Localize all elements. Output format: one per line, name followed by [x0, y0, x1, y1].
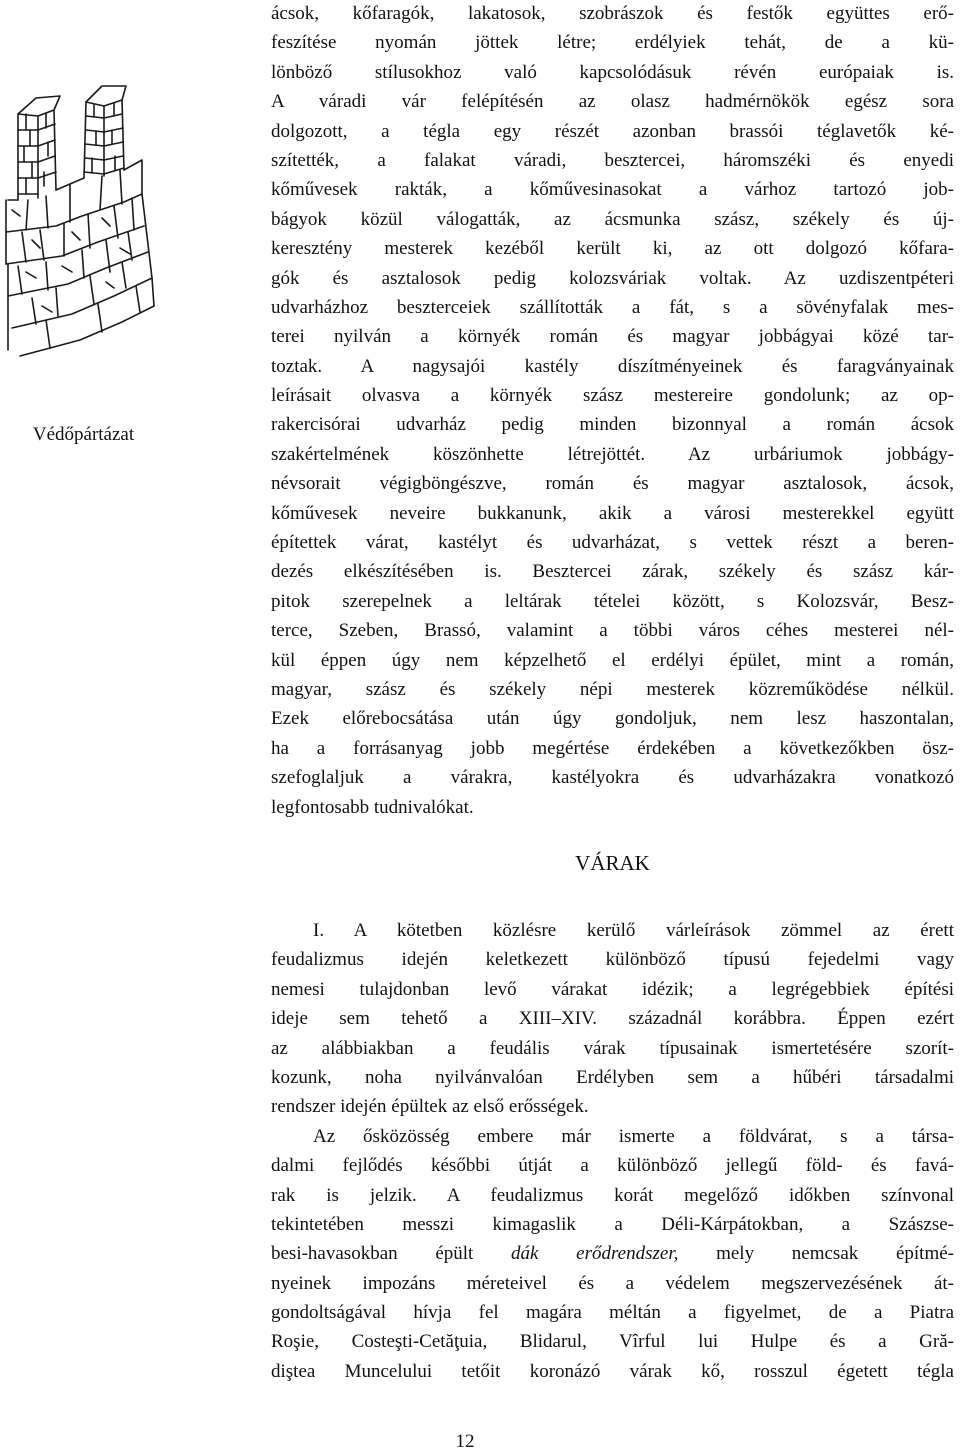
- text-line: kül éppen úgy nem képzelhető el erdélyi épület, mint a román,: [271, 649, 954, 671]
- text-line: dolgozott, a tégla egy részét azonban brassói téglavetők ké-: [271, 120, 954, 142]
- text-line: szakértelmének köszönhette létrejöttét. Az urbáriumok jobbágy-: [271, 443, 954, 465]
- text-line: gók és asztalosok pedig kolozsváriak voltak. Az uzdiszentpéteri: [271, 267, 954, 289]
- text-line: diştea Muncelului tetőit koronázó várak kő, rosszul égetett tégla: [271, 1360, 954, 1382]
- text-line: ha a forrásanyag jobb megértése érdekében a következőkben ösz-: [271, 737, 954, 759]
- text-line: rendszer idején épültek az első erősségek.: [271, 1096, 589, 1118]
- text-line: Roşie, Costeşti-Cetăţuia, Blidarul, Vîrful lui Hulpe és a Gră-: [271, 1331, 954, 1353]
- text-line: legfontosabb tudnivalókat.: [271, 796, 474, 818]
- text-line: gondoltságával hívja fel magára méltán a figyelmet, de a Piatra: [271, 1302, 954, 1324]
- text-line: dezés elkészítésében is. Besztercei zárak, székely és szász kár-: [271, 561, 954, 583]
- text-line: szefoglaljuk a várakra, kastélyokra és udvarházakra vonatkozó: [271, 767, 954, 789]
- text-line: rakercisórai udvarház pedig minden bizonnyal a román ácsok: [271, 414, 954, 436]
- text-line: Az ősközösség embere már ismerte a földvárat, s a társa-: [313, 1125, 954, 1147]
- text-line: feszítése nyomán jöttek létre; erdélyiek tehát, de a kü-: [271, 32, 954, 54]
- text-line: nyeinek impozáns méreteivel és a védelem megszervezésének át-: [271, 1272, 954, 1294]
- text-line: keresztény mesterek kezéből került ki, az ott dolgozó kőfara-: [271, 238, 954, 260]
- text-line: rak is jelzik. A feudalizmus korát megelőző időkben színvonal: [271, 1184, 954, 1206]
- emphasis-text: dák erődrendszer,: [511, 1243, 679, 1265]
- body-text-bottom: [271, 916, 954, 1386]
- text-line: ideje sem tehető a XIII–XIV. századnál korábbra. Éppen ezért: [271, 1008, 954, 1030]
- text-line: terei nyilván a környék román és magyar jobbágyai közé tar-: [271, 326, 954, 348]
- text-line: ácsok, kőfaragók, lakatosok, szobrászok és festők együttes erő-: [271, 3, 954, 24]
- text-line: A váradi vár felépítésén az olasz hadmérnökök egész sora: [271, 91, 954, 113]
- text-line: építettek várat, kastélyt és udvarházat, s vettek részt a beren-: [271, 532, 954, 554]
- text-line: dalmi fejlődés későbbi útját a különböző jellegű föld- és favá-: [271, 1155, 954, 1177]
- crenellated-wall-illustration: [2, 50, 162, 370]
- text-line: magyar, szász és székely népi mesterek közreműködése nélkül.: [271, 678, 954, 700]
- body-text-top: [271, 0, 954, 822]
- text-line: pitok szerepelnek a leltárak tételei között, s Kolozsvár, Besz-: [271, 590, 954, 612]
- text-line: nemesi tulajdonban levő várakat idézik; a legrégebbiek építési: [271, 978, 954, 1000]
- text-line: Ezek előrebocsátása után úgy gondoljuk, nem lesz haszontalan,: [271, 708, 954, 730]
- text-line: névsorait végigböngészve, román és magyar asztalosok, ácsok,: [271, 473, 954, 495]
- section-heading: VÁRAK: [575, 851, 650, 875]
- text-line: bágyok közül válogatták, az ácsmunka szász, székely és új-: [271, 208, 954, 230]
- text-line: leírásait olvasva a környék szász mestereire gondolunk; az op-: [271, 385, 954, 407]
- text-line: I. A kötetben közlésre kerülő várleírások zömmel az érett: [313, 920, 954, 941]
- page-number: 12: [455, 1431, 475, 1452]
- text-line: terce, Szeben, Brassó, valamint a többi város céhes mesterei nél-: [271, 620, 954, 642]
- text-line: szítették, a falakat váradi, besztercei, háromszéki és enyedi: [271, 149, 954, 171]
- text-line: udvarházhoz beszterceiek szállították a fát, s a sövényfalak mes-: [271, 296, 954, 318]
- text-line: lönböző stílusokhoz való kapcsolódásuk révén európaiak is.: [271, 61, 954, 83]
- text-line: besi-havasokban épült dák erődrendszer, mely nemcsak építmé-: [271, 1243, 954, 1265]
- illustration-caption: Védőpártázat: [32, 424, 135, 445]
- text-line: feudalizmus idején keletkezett különböző típusú fejedelmi vagy: [271, 949, 954, 971]
- text-line: kozunk, noha nyilvánvalóan Erdélyben sem a hűbéri társadalmi: [271, 1066, 954, 1088]
- text-line: az alábbiakban a feudális várak típusainak ismertetésére szorít-: [271, 1037, 954, 1059]
- text-line: tekintetében messzi kimagaslik a Déli-Kárpátokban, a Szászse-: [271, 1213, 954, 1235]
- text-line: kőművesek neveire bukkanunk, akik a városi mesterekkel együtt: [271, 502, 954, 524]
- text-line: toztak. A nagysajói kastély díszítményeinek és faragványainak: [271, 355, 954, 377]
- text-line: kőművesek rakták, a kőművesinasokat a várhoz tartozó job-: [271, 179, 954, 201]
